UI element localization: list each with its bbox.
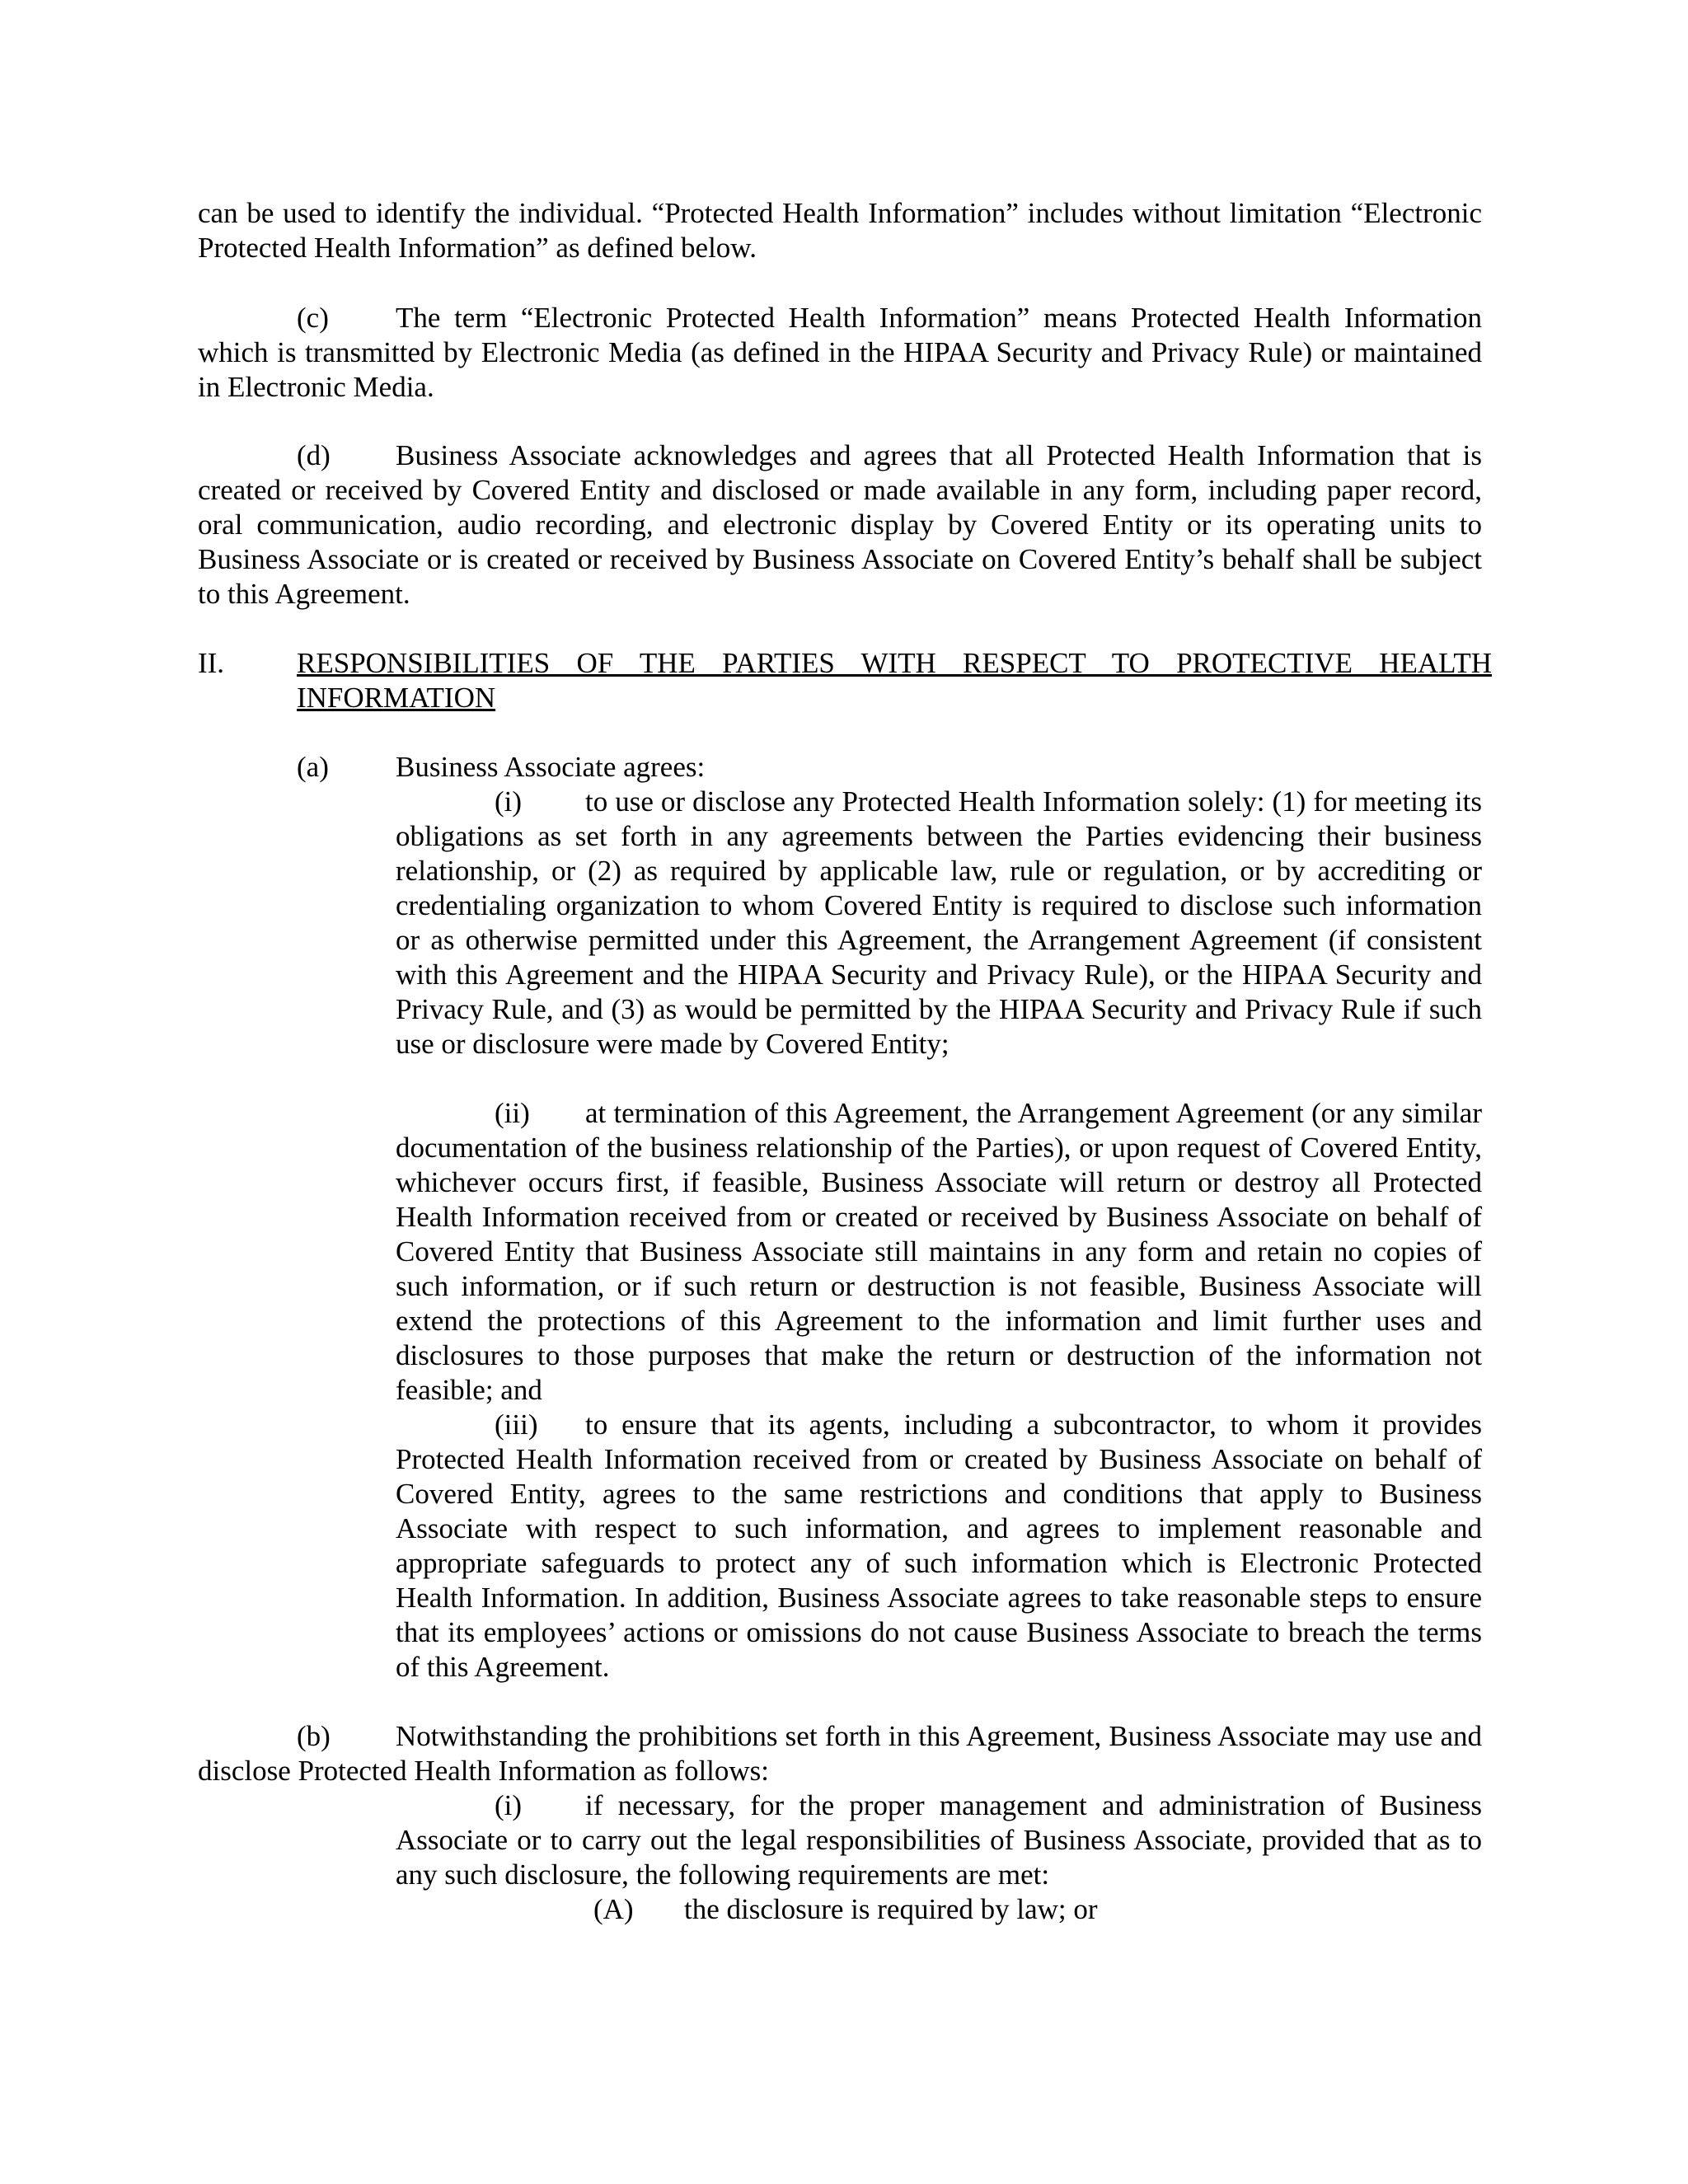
paragraph-c-text: The term “Electronic Protected Health Information” means Protected Health Information which is transmitted by Electronic Media (as defined in the HIPAA Security and Privacy Rule) or maintained in Electronic Media. — [198, 302, 1482, 403]
paragraph-c — [198, 301, 1482, 405]
paragraph-b-text: Notwithstanding the prohibitions set forth in this Agreement, Business Associate may use and disclose Protected Health Information as follows: — [198, 1720, 1482, 1787]
item-a-i-label: (i) — [495, 785, 523, 818]
item-b-i — [396, 1788, 1482, 1892]
paragraph-b-label: (b) — [297, 1720, 331, 1752]
paragraph-d-text: Business Associate acknowledges and agrees that all Protected Health Information that is created or received by Covered Entity and disclosed or made available in any form, including paper record, oral communication, audio recording, and electronic display by Covered Entity or its operating units to Business Associate or is created or received by Business Associate on Covered Entity’s behalf shall be subject to this Agreement. — [198, 439, 1482, 610]
paragraph-a-text: Business Associate agrees: — [396, 751, 706, 783]
section-ii-heading — [198, 646, 1492, 715]
paragraph-a-label: (a) — [297, 751, 329, 783]
paragraph-c-label: (c) — [297, 302, 329, 334]
item-a-iii-text: to ensure that its agents, including a subcontractor, to whom it provides Protected Health Information received from or created by Business Associate on behalf of Covered Entity, agrees to the same restrictions and conditions that apply to Business Associate with respect to such information, and agrees to implement reasonable and appropriate safeguards to protect any of such information which is Electronic Protected Health Information. In addition, Business Associate agrees to take reasonable steps to ensure that its employees’ actions or omissions do not cause Business Associate to breach the terms of this Agreement. — [396, 1408, 1482, 1683]
item-b-i-text: if necessary, for the proper management and administration of Business Associate or to carry out the legal responsibilities of Business Associate, provided that as to any such disclosure, the following requirements are met: — [396, 1789, 1482, 1891]
section-ii-title: RESPONSIBILITIES OF THE PARTIES WITH RESPECT TO PROTECTIVE HEALTH INFORMATION — [297, 647, 1492, 714]
item-a-i-text: to use or disclose any Protected Health Information solely: (1) for meeting its obligations as set forth in any agreements between the Parties evidencing their business relationship, or (2) as required by applicable law, rule or regulation, or by accrediting or credentialing organization to whom Covered Entity is required to disclose such information or as otherwise permitted under this Agreement, the Arrangement Agreement (if consistent with this Agreement and the HIPAA Security and Privacy Rule), or the HIPAA Security and Privacy Rule, and (3) as would be permitted by the HIPAA Security and Privacy Rule if such use or disclosure were made by Covered Entity; — [396, 785, 1482, 1060]
section-ii-number: II. — [198, 647, 225, 679]
paragraph-d — [198, 438, 1482, 612]
item-b-i-A-label: (A) — [593, 1893, 634, 1925]
paragraph-b — [198, 1719, 1482, 1788]
item-a-ii-text: at termination of this Agreement, the Arrangement Agreement (or any similar documentation of the business relationship of the Parties), or upon request of Covered Entity, whichever occurs first, if feasible, Business Associate will return or destroy all Protected Health Information received from or created or received by Business Associate on behalf of Covered Entity that Business Associate still maintains in any form and retain no copies of such information, or if such return or destruction is not feasible, Business Associate will extend the protections of this Agreement to the information and limit further uses and disclosures to those purposes that make the return or destruction of the information not feasible; and — [396, 1097, 1482, 1406]
continuation-text: can be used to identify the individual. “Protected Health Information” includes without limitation “Electronic Protected Health Information” as defined below. — [198, 197, 1482, 264]
item-a-iii-label: (iii) — [495, 1408, 538, 1441]
item-a-ii — [396, 1096, 1482, 1408]
paragraph-a — [297, 750, 705, 785]
item-a-ii-label: (ii) — [495, 1097, 530, 1129]
item-b-i-label: (i) — [495, 1789, 523, 1821]
continuation-paragraph — [198, 196, 1482, 265]
paragraph-d-label: (d) — [297, 439, 331, 471]
item-b-i-A-text: the disclosure is required by law; or — [684, 1893, 1098, 1925]
item-b-i-A — [396, 1892, 1482, 1927]
item-a-i — [396, 785, 1482, 1062]
item-a-iii — [396, 1408, 1482, 1685]
